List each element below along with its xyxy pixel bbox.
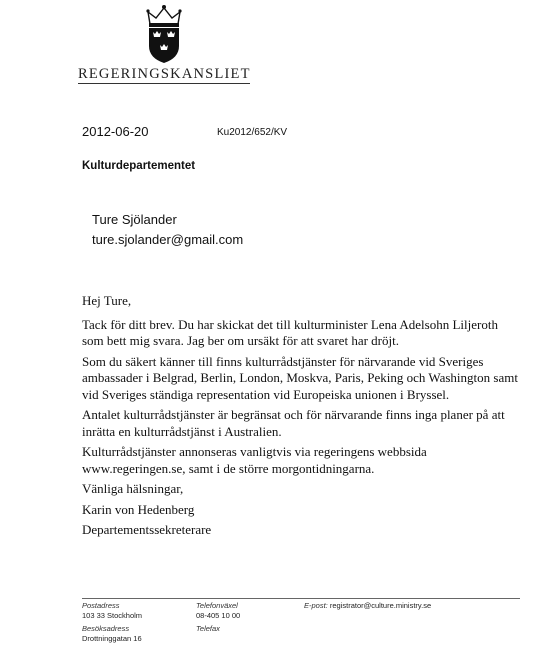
closing: Vänliga hälsningar, <box>82 481 184 496</box>
postal-value: 103 33 Stockholm <box>82 611 143 620</box>
department-name: Kulturdepartementet <box>82 160 196 172</box>
fax-label: Telefax <box>196 624 220 633</box>
greeting: Hej Ture, <box>82 293 132 308</box>
visit-label: Besöksadress <box>82 624 130 633</box>
visit-value: Drottninggatan 16 <box>82 634 142 643</box>
crown-shield-icon <box>140 4 188 64</box>
recipient-email: ture.sjolander@gmail.com <box>92 232 244 247</box>
email-label: E-post: <box>304 601 328 610</box>
postal-label: Postadress <box>82 601 120 610</box>
letter-paragraph: Tack för ditt brev. Du har skickat det till kulturminister Lena Adelsohn Liljeroth som bett mig svara. Jag ber om ursäkt för att svaret har dröjt. <box>82 316 498 348</box>
email-value: registrator@culture.ministry.se <box>329 601 432 610</box>
logo-wordmark: REGERINGSKANSLIET <box>78 66 251 82</box>
letter-paragraph: Kulturrådstjänster annonseras vanligtvis via regeringens webbsida www.regeringen.se, samt i de större morgontidningarna. <box>82 444 427 476</box>
letter-paragraph: Som du säkert känner till finns kulturrådstjänster för närvarande vid Sveriges ambassader i Belgrad, Berlin, London, Moskva, Paris, Peking och Washington samt vid Sveriges ständiga representation vid Europeiska unionen i Bryssel. <box>82 353 518 402</box>
footer-divider <box>82 598 520 599</box>
recipient-name: Ture Sjölander <box>92 212 177 227</box>
signer-name: Karin von Hedenberg <box>82 501 195 517</box>
email-line <box>304 601 431 610</box>
government-logo <box>78 4 250 84</box>
reference-number: Ku2012/652/KV <box>217 127 288 138</box>
signer-title: Departementssekreterare <box>82 522 212 537</box>
logo-underline <box>78 83 250 84</box>
phone-label: Telefonväxel <box>196 601 238 610</box>
letter-date: 2012-06-20 <box>82 124 149 139</box>
phone-value: 08-405 10 00 <box>196 611 241 620</box>
letter-body <box>82 293 522 543</box>
letter-paragraph: Antalet kulturrådstjänster är begränsat och för närvarande finns inga planer på att inrätta en kulturrådstjänst i Australien. <box>82 407 505 439</box>
